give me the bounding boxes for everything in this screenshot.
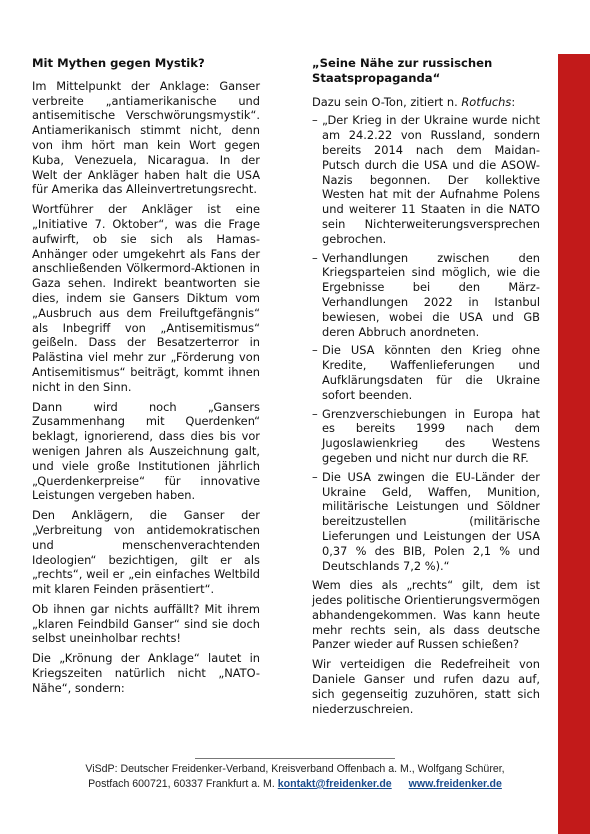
- footer-address-line: [0, 777, 590, 792]
- footer-address: Postfach 600721, 60337 Frankfurt a. M.: [88, 778, 275, 790]
- footer: [0, 758, 590, 792]
- quote-bullet: – Die USA zwingen die EU-Länder der Ukraine Geld, Waffen, Munition, militärische Leistungen und Söldner bereitzustellen (militärische Lieferungen und Leistungen der USA 0,37 % des BIB, Polen 2,1 % und Deutschlands 7,2 %).“: [312, 470, 540, 574]
- right-paragraph-1: Wem dies als „rechts“ gilt, dem ist jedes politische Orientierungsvermögen abhandengekommen. Was kann heute mehr rechts sein, als dass deutsche Panzer wieder auf Russen schießen?: [312, 578, 540, 652]
- quote-bullet: – Grenzverschiebungen in Europa hat es bereits 1999 nach dem Jugoslawienkrieg des Westens gegeben und nicht nur durch die RF.: [312, 407, 540, 466]
- left-paragraph-1: Im Mittelpunkt der Anklage: Ganser verbreite „antiamerikanische und antisemitische Verschwörungsmystik“. Antiamerikanisch stimmt nicht, denn von ihm hört man kein Wort gegen Kuba, Venezuela, Nicaragua. In der Welt der Ankläger haben halt die USA für Amerika das Alleinvertretungsrecht.: [32, 78, 260, 197]
- quote-intro: [312, 95, 540, 110]
- left-paragraph-4: Den Anklägern, die Ganser der „Verbreitung von antidemokratischen und menschenverachtenden Ideologien“ bezichtigen, gilt er als „rechts“, weil er „ein einfaches Weltbild mit klaren Feinden präsentiert“.: [32, 508, 260, 597]
- quote-bullet: – Verhandlungen zwischen den Kriegsparteien sind möglich, wie die Ergebnisse bei den März-Verhandlungen 2022 in Istanbul bewiesen, wobei die USA und GB deren Abbruch anordneten.: [312, 251, 540, 340]
- left-paragraph-2: Wortführer der Ankläger ist eine „Initiative 7. Oktober“, was die Frage aufwirft, ob sie sich als Hamas-Anhänger oder umgekehrt als Fans der anschließenden Völkermord-Aktionen in Gaza sehen. Indirekt beantworten sie dies, indem sie Gansers Diktum vom „Ausbruch aus dem Freiluftgefängnis“ als Inbegriff von „Antisemitismus“ geißeln. Dass der Besatzerterror in Palästina viel mehr zur „Förderung von Antisemitismus“ beiträgt, kommt ihnen nicht in den Sinn.: [32, 202, 260, 394]
- intro-colon: :: [511, 94, 516, 109]
- left-paragraph-3: Dann wird noch „Gansers Zusammenhang mit Querdenken“ beklagt, ignorierend, dass dies bis vor wenigen Jahren als Auszeichnung galt, und viele große Institutionen jährlich „Querdenkerpreise“ für innovative Leistungen vergeben haben.: [32, 399, 260, 503]
- left-paragraph-6: Die „Krönung der Anklage“ lautet in Kriegszeiten natürlich nicht „NATO-Nähe“, sondern:: [32, 651, 260, 695]
- quote-bullet: – „Der Krieg in der Ukraine wurde nicht am 24.2.22 von Russland, sondern bereits 2014 nach dem Maidan-Putsch durch die USA und die ASOW-Nazis begonnen. Der kollektive Westen hat mit der Aufnahme Polens und weiterer 11 Staaten in die NATO sein Nichterweiterungsversprechen gebrochen.: [312, 113, 540, 246]
- left-column: [32, 56, 260, 701]
- source-name: Rotfuchs: [461, 94, 512, 109]
- website-link[interactable]: www.freidenker.de: [408, 778, 502, 790]
- footer-divider: [195, 758, 395, 759]
- footer-imprint-line: ViSdP: Deutscher Freidenker-Verband, Kreisverband Offenbach a. M., Wolfgang Schürer,: [85, 763, 505, 775]
- right-column: [312, 56, 540, 721]
- quote-bullet-list: [312, 113, 540, 573]
- intro-text: Dazu sein O-Ton, zitiert n.: [312, 94, 458, 109]
- left-paragraph-5: Ob ihnen gar nichts auffällt? Mit ihrem „klaren Feindbild Ganser“ sind sie doch selbst uneinholbar rechts!: [32, 601, 260, 646]
- left-heading: Mit Mythen gegen Mystik?: [32, 56, 205, 70]
- red-accent-bar: [558, 54, 590, 834]
- right-paragraph-2: Wir verteidigen die Redefreiheit von Daniele Ganser und rufen dazu auf, sich gegenseitig zuzuhören, statt sich niederzuschreien.: [312, 657, 540, 716]
- right-heading: „Seine Nähe zur russischen Staatspropaganda“: [312, 56, 493, 85]
- quote-bullet: – Die USA könnten den Krieg ohne Kredite, Waffenlieferungen und Aufklärungsdaten für die Ukraine sofort beenden.: [312, 343, 540, 402]
- email-link[interactable]: kontakt@freidenker.de: [277, 778, 392, 790]
